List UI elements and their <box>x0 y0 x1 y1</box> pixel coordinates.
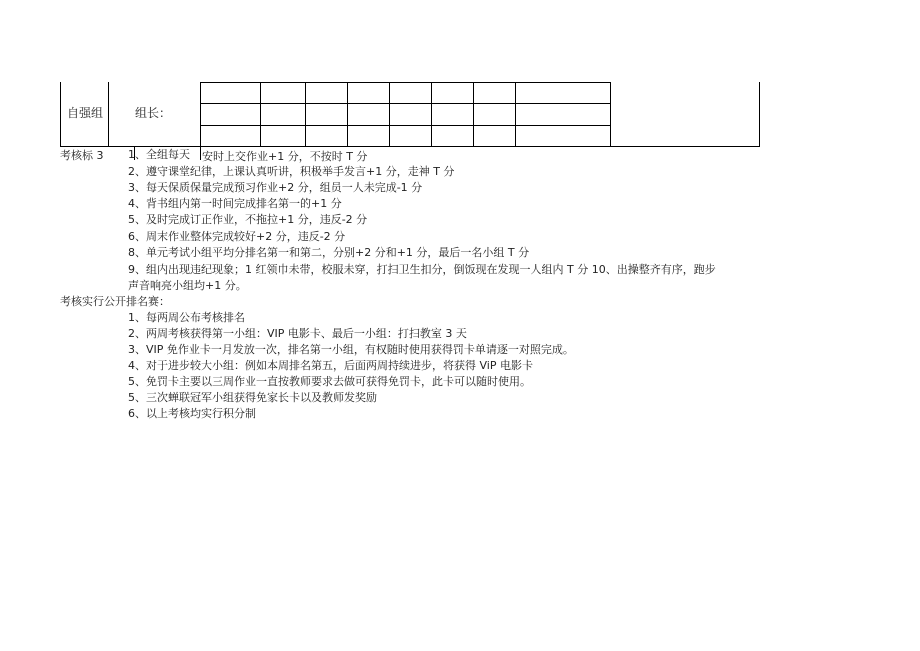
grid-line-row2 <box>200 125 611 126</box>
grid-col-7 <box>515 82 516 146</box>
ranking-item: 3、VIP 免作业卡一月发放一次，排名第一小组，有权随时使用获得罚卡单请逐一对照完成。 <box>128 343 574 356</box>
group-name-cell: 自强组 <box>67 106 104 120</box>
rule-item: 2、遵守课堂纪律，上课认真听讲，积极举手发言+1 分，走神 T 分 <box>128 165 455 178</box>
rule-item: 8、单元考试小组平均分排名第一和第二，分别+2 分和+1 分，最后一名小组 T 分 <box>128 246 530 259</box>
table-border-leader-divider <box>200 82 201 146</box>
rule-item: 9、组内出现违纪现象；1 红领巾未带，校服未穿，打扫卫生扣分，倒饭现在发现一人组内 T 分 10、出操整齐有序，跑步 <box>128 263 716 276</box>
grid-col-6 <box>473 82 474 146</box>
grid-col-1 <box>260 82 261 146</box>
grid-line-row1 <box>200 103 611 104</box>
rule-item: 安时上交作业+1 分，不按时 T 分 <box>202 150 368 163</box>
grid-col-4 <box>389 82 390 146</box>
grid-col-3 <box>347 82 348 146</box>
table-border-right <box>759 82 760 146</box>
grid-line-top <box>200 82 611 83</box>
ranking-item: 2、两周考核获得第一小组：VIP 电影卡、最后一小组：打扫教室 3 天 <box>128 327 467 340</box>
rule-item: 5、及时完成订正作业，不拖拉+1 分，违反-2 分 <box>128 213 368 226</box>
table-border-bottom <box>60 146 760 147</box>
ranking-item: 1、每两周公布考核排名 <box>128 311 245 324</box>
ranking-heading: 考核实行公开排名赛： <box>60 295 170 308</box>
rule-1-divider <box>200 147 201 160</box>
rule-item: 1、全组每天 <box>128 148 190 161</box>
grid-col-2 <box>305 82 306 146</box>
ranking-item: 5、三次蝉联冠军小组获得免家长卡以及教师发奖励 <box>128 391 377 404</box>
rule-item: 6、周末作业整体完成较好+2 分，违反-2 分 <box>128 230 346 243</box>
table-border-left <box>60 82 61 146</box>
assessment-label: 考核标 3 <box>60 149 104 162</box>
group-leader-cell: 组长： <box>135 106 172 120</box>
ranking-item: 6、以上考核均实行积分制 <box>128 407 256 420</box>
grid-col-8 <box>610 82 611 146</box>
ranking-item: 4、对于进步较大小组：例如本周排名第五，后面两周持续进步，将获得 ViP 电影卡 <box>128 359 533 372</box>
rule-item: 4、背书组内第一时间完成排名第一的+1 分 <box>128 197 342 210</box>
rule-item: 3、每天保质保量完成预习作业+2 分，组员一人未完成-1 分 <box>128 181 423 194</box>
rule-item: 声音响亮小组均+1 分。 <box>128 279 247 292</box>
ranking-item: 5、免罚卡主要以三周作业一直按教师要求去做可获得免罚卡，此卡可以随时使用。 <box>128 375 531 388</box>
grid-col-5 <box>431 82 432 146</box>
table-border-group-divider <box>108 82 109 146</box>
